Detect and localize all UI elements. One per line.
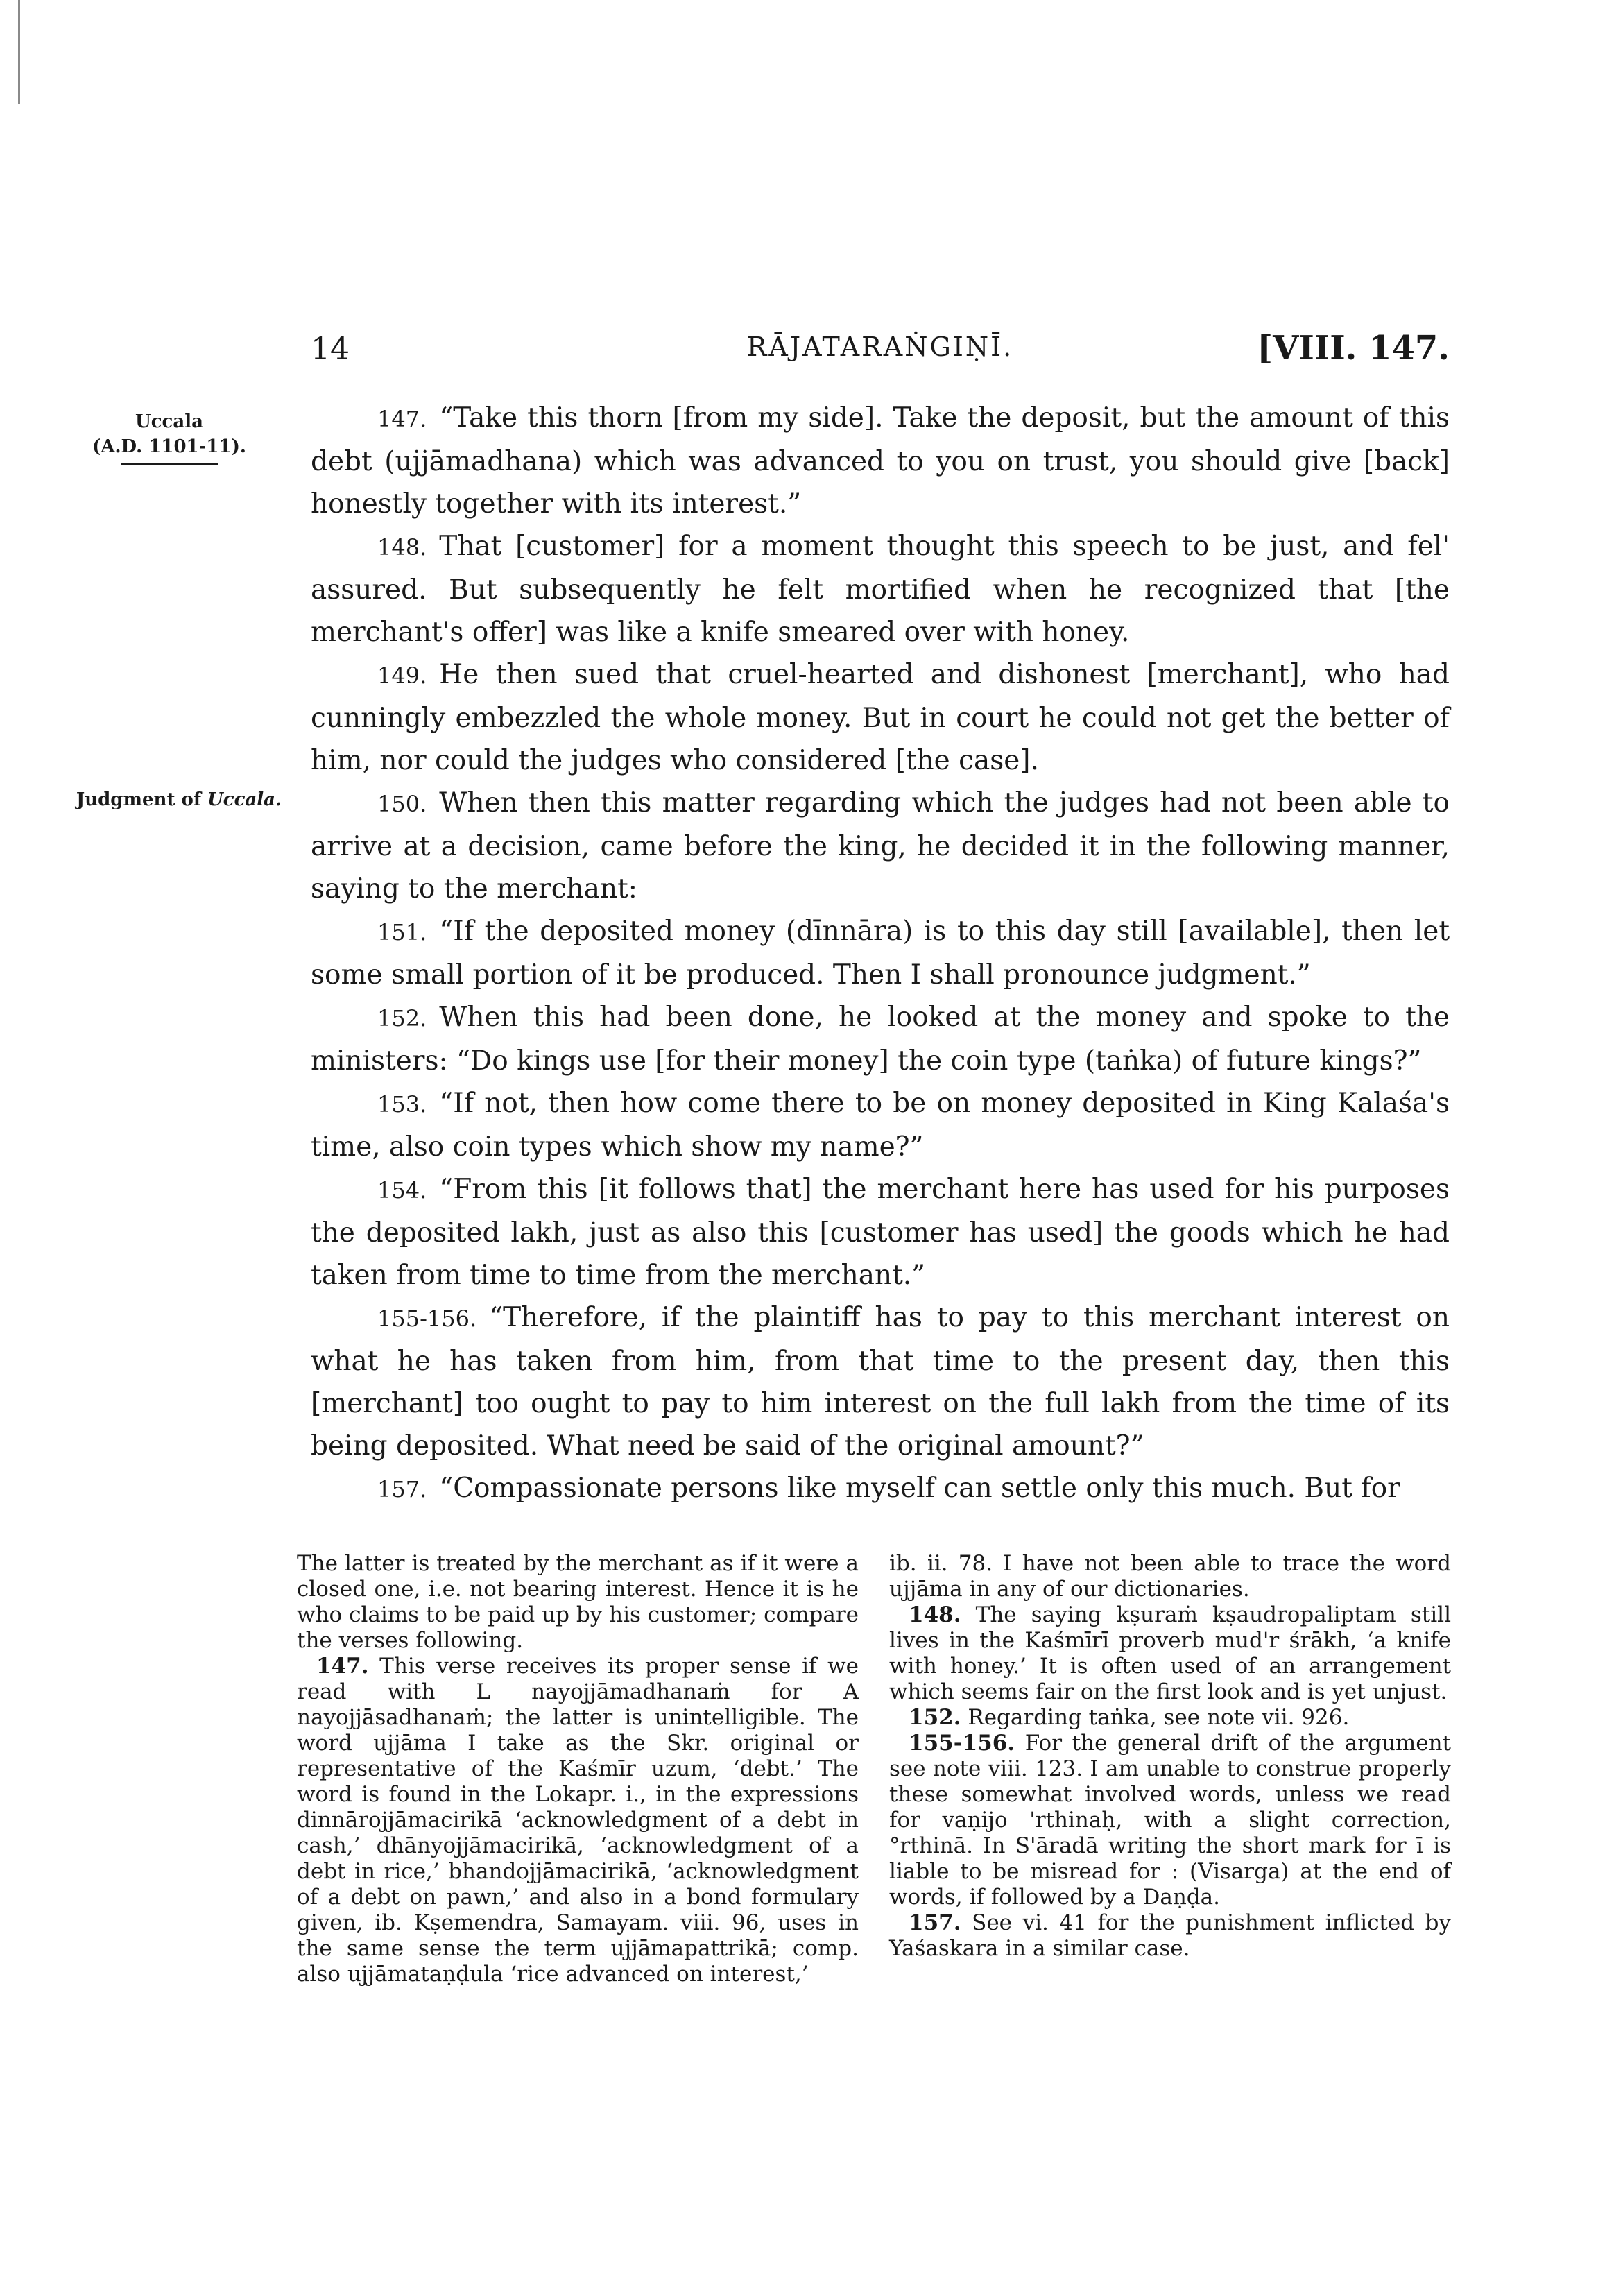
verse-text: “From this [it follows that] the merchant here has used for his purposes the deposited lakh, just as also this [customer has used] the goods which he had taken from time to time from the merchant.” (311, 1174, 1450, 1291)
sidenote-judgment-text: Judgment of (76, 789, 202, 810)
footnotes (297, 1551, 1451, 1987)
verse-number: 157. (377, 1476, 427, 1502)
footnotes-left-column (297, 1551, 859, 1987)
footnote (297, 1654, 859, 1987)
verse (311, 996, 1450, 1082)
footnote-text: For the general drift of the argument see note viii. 123. I am unable to construe properly these somewhat involved words, unless we read for vaṇijo 'rthinaḥ, with a slight correction, °rthinā. In S'āradā writing the short mark for ī is liable to be misread for : (Visarga) at the end of words, if followed by a Daṇḍa. (889, 1731, 1451, 1910)
footnote (889, 1731, 1451, 1910)
verse-number: 152. (377, 1005, 427, 1031)
page-header (311, 329, 1450, 380)
footnote (889, 1602, 1451, 1705)
footnote-label: 147. (316, 1654, 369, 1679)
main-text (311, 397, 1450, 1511)
footnote-label: 148. (909, 1602, 961, 1627)
verse (311, 910, 1450, 996)
verse-number: 150. (377, 791, 427, 817)
verse (311, 653, 1450, 782)
footnote-text: The latter is treated by the merchant as if it were a closed one, i.e. not bearing interest. Hence it is he who claims to be paid up by his customer; compare the verses following. (297, 1551, 859, 1653)
sidenote-rule (121, 463, 218, 465)
verse-text: That [customer] for a moment thought this speech to be just, and fel' assured. But subsequently he felt mortified when he recognized that [the merchant's offer] was like a knife smeared over with honey. (311, 531, 1450, 648)
sidenote-uccala-dates: (A.D. 1101-11). (92, 436, 246, 457)
footnote-label: 157. (909, 1910, 961, 1935)
footnote-text: The saying kṣuraṁ kṣaudropaliptam still lives in the Kaśmīrī proverb mud'r śrākh, ‘a knife with honey.’ It is often used of an arrangement which seems fair on the first look and is yet unjust. (889, 1602, 1451, 1704)
verse (311, 1168, 1450, 1296)
verse (311, 397, 1450, 525)
sidenote-uccala (65, 409, 273, 465)
footnote (297, 1551, 859, 1654)
verse-text: “Take this thorn [from my side]. Take the deposit, but the amount of this debt (ujjāmadhana) which was advanced to you on trust, you should give [back] honestly together with its interest.” (311, 402, 1450, 520)
verse-number: 154. (377, 1177, 427, 1203)
verse (311, 1296, 1450, 1467)
footnotes-right-column (889, 1551, 1451, 1987)
verse (311, 1082, 1450, 1168)
scan-edge-line (18, 0, 20, 104)
page-number: 14 (311, 332, 350, 367)
verse-text: “If the deposited money (dīnnāra) is to this day still [available], then let some small portion of it be produced. Then I shall pronounce judgment.” (311, 916, 1450, 991)
footnote (889, 1705, 1451, 1731)
verse-text: “Therefore, if the plaintiff has to pay to this merchant interest on what he has taken from him, from that time to the present day, then this [merchant] too ought to pay to him interest on the full lakh from the time of its being deposited. What need be said of the original amount?” (311, 1302, 1450, 1462)
verse (311, 1467, 1450, 1511)
section-reference: [VIII. 147. (1257, 329, 1450, 368)
footnote-label: 155-156. (909, 1731, 1015, 1756)
verse-text: “Compassionate persons like myself can settle only this much. But for (439, 1473, 1400, 1504)
footnote-text: ib. ii. 78. I have not been able to trace the word ujjāma in any of our dictionaries. (889, 1551, 1451, 1602)
sidenote-judgment (47, 789, 311, 810)
verse-number: 153. (377, 1091, 427, 1117)
sidenote-judgment-name: Uccala. (207, 789, 282, 810)
footnote (889, 1551, 1451, 1602)
verse-number: 149. (377, 662, 427, 689)
footnote (889, 1910, 1451, 1962)
verse-text: He then sued that cruel-hearted and dishonest [merchant], who had cunningly embezzled the whole money. But in court he could not get the better of him, nor could the judges who considered [the case]. (311, 659, 1450, 776)
footnote-text: Regarding taṅka, see note vii. 926. (968, 1705, 1350, 1730)
footnote-text: See vi. 41 for the punishment inflicted by Yaśaskara in a similar case. (889, 1910, 1451, 1961)
running-title: RĀJATARAṄGIṆĪ. (746, 332, 1014, 362)
verse-text: When this had been done, he looked at the money and spoke to the ministers: “Do kings use [for their money] the coin type (taṅka) of future kings?” (311, 1002, 1450, 1077)
verse-text: When then this matter regarding which the judges had not been able to arrive at a decision, came before the king, he decided it in the following manner, saying to the merchant: (311, 787, 1450, 905)
verse-text: “If not, then how come there to be on money deposited in King Kalaśa's time, also coin types which show my name?” (311, 1088, 1450, 1163)
verse (311, 525, 1450, 653)
verse-number: 151. (377, 919, 427, 945)
verse-number: 148. (377, 534, 427, 560)
verse-number: 147. (377, 406, 427, 432)
footnote-text: This verse receives its proper sense if we read with L nayojjāmadhanaṁ for A nayojjāsadhanaṁ; the latter is unintelligible. The word ujjāma I take as the Skr. original or representative of the Kaśmīr uzum, ‘debt.’ The word is found in the Lokapr. i., in the expressions dinnārojjāmacirikā ‘acknowledgment of a debt in cash,’ dhānyojjāmacirikā, ‘acknowledgment of a debt in rice,’ bhandojjāmacirikā, ‘acknowledgment of a debt on pawn,’ and also in a bond formulary given, ib. Kṣemendra, Samayam. viii. 96, uses in the same sense the term ujjāmapattrikā; comp. also ujjāmataṇḍula ‘rice advanced on interest,’ (297, 1654, 859, 1987)
verse-number: 155-156. (377, 1305, 477, 1332)
footnote-label: 152. (909, 1705, 961, 1730)
sidenote-uccala-name: Uccala (135, 411, 203, 432)
verse (311, 782, 1450, 910)
